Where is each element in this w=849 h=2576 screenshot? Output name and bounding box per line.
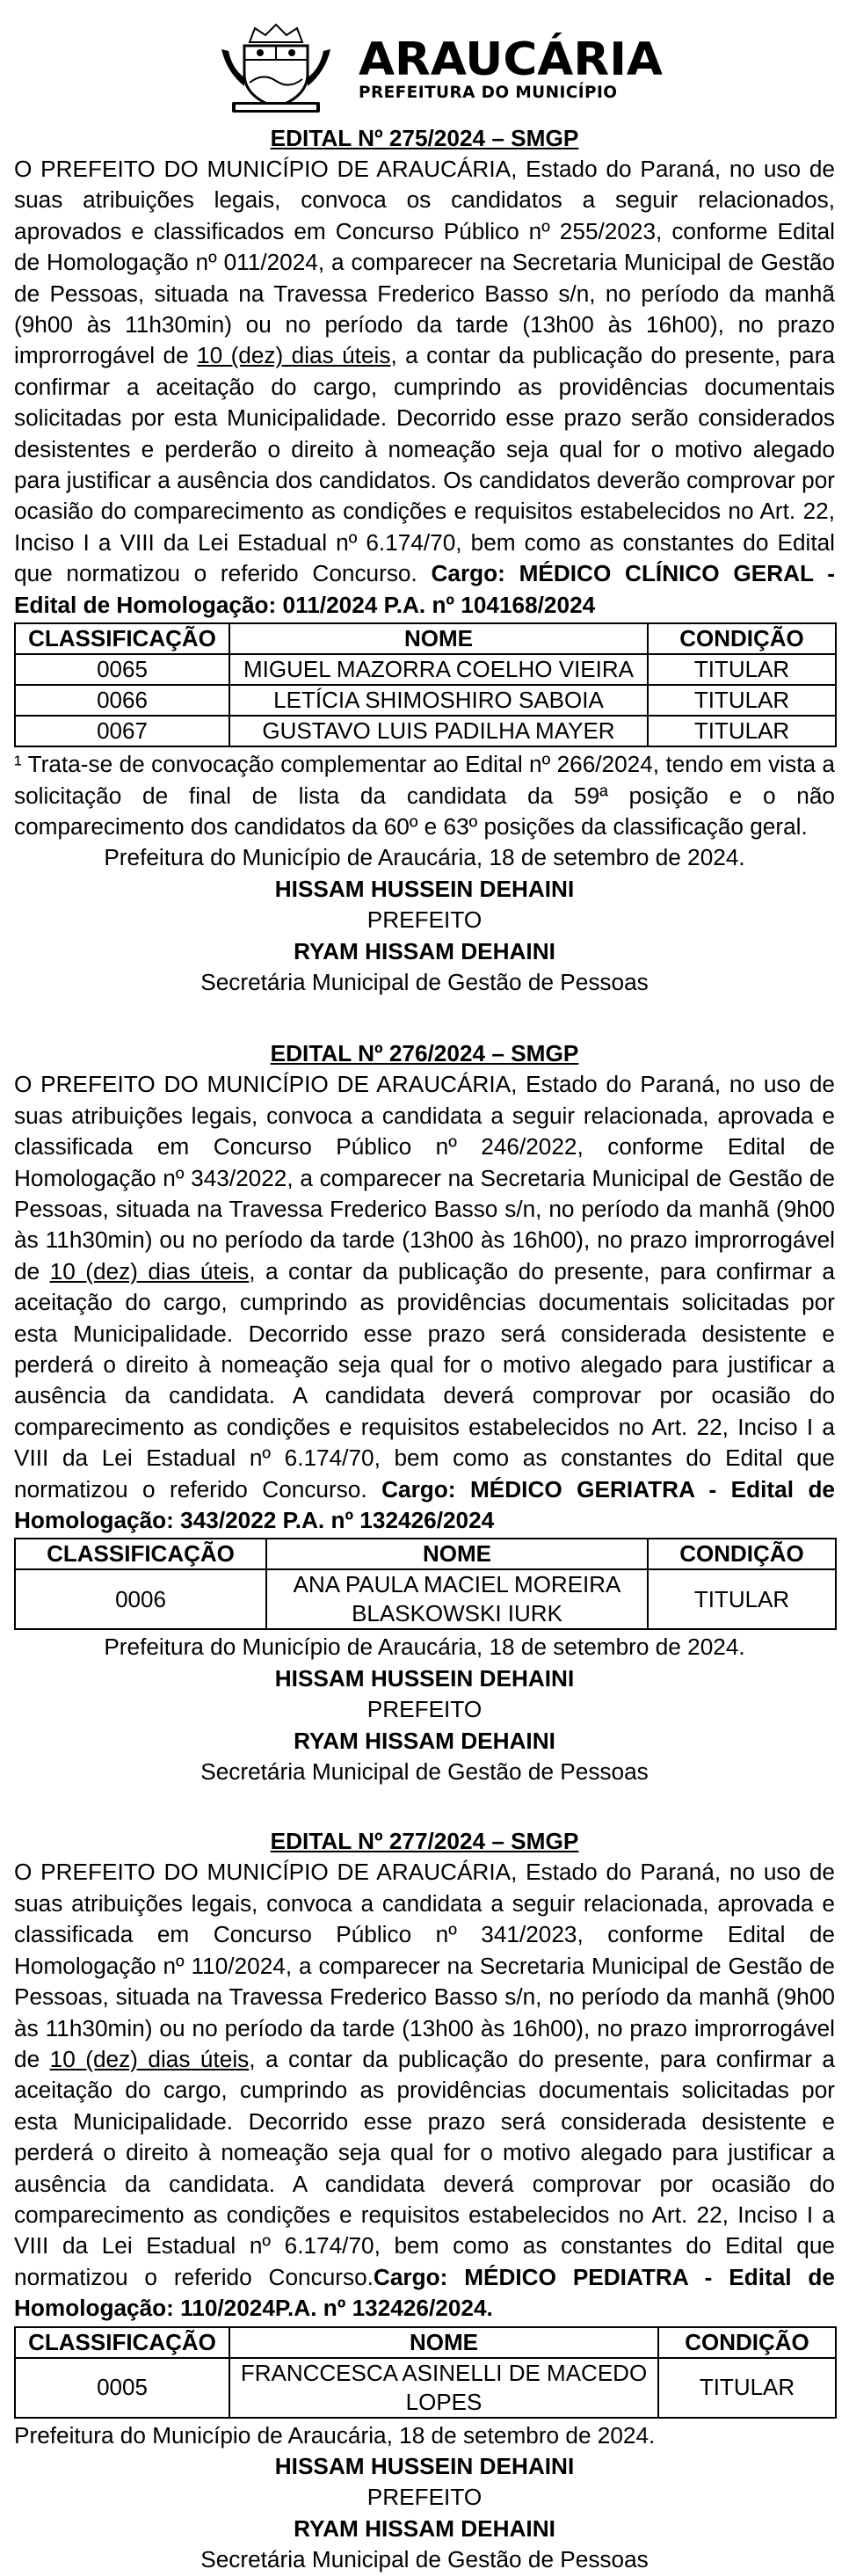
brand-block (359, 33, 663, 102)
footnote: ¹ Trata-se de convocação complementar ao Edital nº 266/2024, tendo em vista a solicitação de final de lista da candidata da 59ª posição e o não comparecimento dos candidatos da 60º e 63º posições da classificação geral. (14, 751, 835, 840)
place-date: Prefeitura do Município de Araucária, 18 de setembro de 2024. (14, 2421, 656, 2449)
signer-secretary-role: Secretária Municipal de Gestão de Pessoas (200, 1758, 649, 1786)
edital-body (14, 154, 835, 621)
edital-title: EDITAL Nº 276/2024 – SMGP (270, 1040, 579, 1067)
table-row (15, 654, 836, 685)
cell-nome: ANA PAULA MACIEL MOREIRA BLASKOWSKI IURK (266, 1569, 648, 1629)
body-text-start: O PREFEITO DO MUNICÍPIO DE ARAUCÁRIA, Estado do Paraná, no uso de suas atribuições legais, convoca a candidata a seguir relacionada, aprovada e classificada em Concurso Público nº 246/2022, conforme Edital de Homologação nº 343/2022, a comparecer na Secretaria Municipal de Gestão de Pessoas, situada na Travessa Frederico Basso s/n, no período da manhã (9h00 às 11h30min) ou no período da tarde (13h00 às 16h00), no prazo improrrogável de (14, 1071, 835, 1284)
header-classificacao: CLASSIFICAÇÃO (15, 2327, 229, 2358)
publication-page (14, 0, 835, 2576)
table-row (15, 716, 836, 746)
cell-condicao: TITULAR (648, 685, 836, 716)
signer-mayor-role: PREFEITO (366, 906, 483, 934)
deadline-text: 10 (dez) dias úteis (49, 2045, 250, 2072)
cell-nome: FRANCCESCA ASINELLI DE MACEDO LOPES (229, 2358, 658, 2418)
signer-mayor: HISSAM HUSSEIN DEHAINI (274, 875, 575, 902)
municipal-coat-of-arms-icon (214, 19, 337, 116)
header-nome: NOME (266, 1539, 648, 1569)
signer-secretary: RYAM HISSAM DEHAINI (294, 937, 555, 964)
table-row (15, 1569, 836, 1629)
signer-mayor: HISSAM HUSSEIN DEHAINI (274, 1664, 575, 1692)
edital-body (14, 1857, 835, 2324)
cell-nome: LETÍCIA SHIMOSHIRO SABOIA (229, 685, 648, 716)
table-header-row (15, 1539, 836, 1569)
brand-subtitle: PREFEITURA DO MUNICÍPIO (359, 84, 618, 102)
table-header-row (15, 2327, 836, 2358)
cargo-text: Cargo: MÉDICO PEDIATRA - Edital de Homologação: 110/2024P.A. nº 132426/2024. (14, 2263, 835, 2322)
header-classificacao: CLASSIFICAÇÃO (15, 623, 229, 654)
header-condicao: CONDIÇÃO (648, 623, 836, 654)
table-row (15, 2358, 836, 2418)
cell-condicao: TITULAR (648, 654, 836, 685)
deadline-text: 10 (dez) dias úteis (197, 342, 391, 369)
section-spacer (14, 1787, 835, 1826)
header-classificacao: CLASSIFICAÇÃO (15, 1539, 266, 1569)
candidates-table (14, 1538, 837, 1630)
place-date: Prefeitura do Município de Araucária, 18 de setembro de 2024. (104, 844, 745, 871)
cell-classificacao: 0065 (15, 654, 229, 685)
edital-body (14, 1069, 835, 1536)
cell-nome: GUSTAVO LUIS PADILHA MAYER (229, 716, 648, 746)
header-nome: NOME (229, 623, 648, 654)
table-header-row (15, 623, 836, 654)
brand-name: ARAUCÁRIA (359, 33, 663, 86)
cell-condicao: TITULAR (658, 2358, 836, 2418)
cargo-text: Cargo: MÉDICO CLÍNICO GERAL - Edital de Homologação: 011/2024 P.A. nº 104168/2024 (14, 560, 835, 618)
header-nome: NOME (229, 2327, 658, 2358)
municipality-header (14, 0, 835, 123)
edital-277 (14, 1826, 835, 2575)
cell-condicao: TITULAR (648, 716, 836, 746)
cargo-text: Cargo: MÉDICO GERIATRA - Edital de Homologação: 343/2022 P.A. nº 132426/2024 (14, 1475, 835, 1534)
signer-secretary-role: Secretária Municipal de Gestão de Pessoas (200, 2546, 649, 2573)
body-text-end: , a contar da publicação do presente, para confirmar a aceitação do cargo, cumprindo as providências documentais solicitadas por esta Municipalidade. Decorrido esse prazo serão considerados desistentes e perderão o direito à nomeação seja qual for o motivo alegado para justificar a ausência dos candidatos. Os candidatos deverão comprovar por ocasião do comparecimento as condições e requisitos estabelecidos no Art. 22, Inciso I a VIII da Lei Estadual nº 6.174/70, bem como as constantes do Edital que normatizou o referido Concurso. (14, 342, 835, 587)
edital-275 (14, 123, 835, 998)
body-text-start: O PREFEITO DO MUNICÍPIO DE ARAUCÁRIA, Estado do Paraná, no uso de suas atribuições legais, convoca os candidatos a seguir relacionados, aprovados e classificados em Concurso Público nº 255/2023, conforme Edital de Homologação nº 011/2024, a comparecer na Secretaria Municipal de Gestão de Pessoas, situada na Travessa Frederico Basso s/n, no período da manhã (9h00 às 11h30min) ou no período da tarde (13h00 às 16h00), no prazo improrrogável de (14, 156, 835, 369)
body-text-end: , a contar da publicação do presente, para confirmar a aceitação do cargo, cumprindo as providências documentais solicitadas por esta Municipalidade. Decorrido esse prazo será considerada desistente e perderá o direito à nomeação seja qual for o motivo alegado para justificar a ausência da candidata. A candidata deverá comprovar por ocasião do comparecimento as condições e requisitos estabelecidos no Art. 22, Inciso I a VIII da Lei Estadual nº 6.174/70, bem como as constantes do Edital que normatizou o referido Concurso. (14, 1257, 835, 1503)
signer-secretary-role: Secretária Municipal de Gestão de Pessoas (200, 968, 649, 995)
signer-mayor-role: PREFEITO (366, 2484, 483, 2511)
cell-condicao: TITULAR (648, 1569, 836, 1629)
candidates-table (14, 2326, 837, 2419)
signer-secretary: RYAM HISSAM DEHAINI (294, 1727, 555, 1754)
signer-secretary: RYAM HISSAM DEHAINI (294, 2514, 555, 2542)
cell-classificacao: 0006 (15, 1569, 266, 1629)
cell-classificacao: 0005 (15, 2358, 229, 2418)
signer-mayor-role: PREFEITO (366, 1696, 483, 1723)
edital-title: EDITAL Nº 277/2024 – SMGP (270, 1828, 579, 1855)
body-text-end: , a contar da publicação do presente, para confirmar a aceitação do cargo, cumprindo as providências documentais solicitadas por esta Municipalidade. Decorrido esse prazo será considerada desistente e perderá o direito à nomeação seja qual for o motivo alegado para justificar a ausência da candidata. A candidata deverá comprovar por ocasião do comparecimento as condições e requisitos estabelecidos no Art. 22, Inciso I a VIII da Lei Estadual nº 6.174/70, bem como as constantes do Edital que normatizou o referido Concurso. (14, 2045, 835, 2290)
cell-classificacao: 0067 (15, 716, 229, 746)
signer-mayor: HISSAM HUSSEIN DEHAINI (274, 2452, 575, 2479)
table-row (15, 685, 836, 716)
edital-title: EDITAL Nº 275/2024 – SMGP (270, 125, 579, 151)
deadline-text: 10 (dez) dias úteis (49, 1257, 250, 1284)
body-text-start: O PREFEITO DO MUNICÍPIO DE ARAUCÁRIA, Estado do Paraná, no uso de suas atribuições legais, convoca a candidata a seguir relacionada, aprovada e classificada em Concurso Público nº 341/2023, conforme Edital de Homologação nº 110/2024, a comparecer na Secretaria Municipal de Gestão de Pessoas, situada na Travessa Frederico Basso s/n, no período da manhã (9h00 às 11h30min) ou no período da tarde (13h00 às 16h00), no prazo improrrogável de (14, 1859, 835, 2072)
header-condicao: CONDIÇÃO (648, 1539, 836, 1569)
candidates-table (14, 622, 837, 747)
cell-classificacao: 0066 (15, 685, 229, 716)
edital-276 (14, 1038, 835, 1787)
cell-nome: MIGUEL MAZORRA COELHO VIEIRA (229, 654, 648, 685)
header-condicao: CONDIÇÃO (658, 2327, 836, 2358)
section-spacer (14, 998, 835, 1038)
place-date: Prefeitura do Município de Araucária, 18 de setembro de 2024. (104, 1634, 745, 1661)
